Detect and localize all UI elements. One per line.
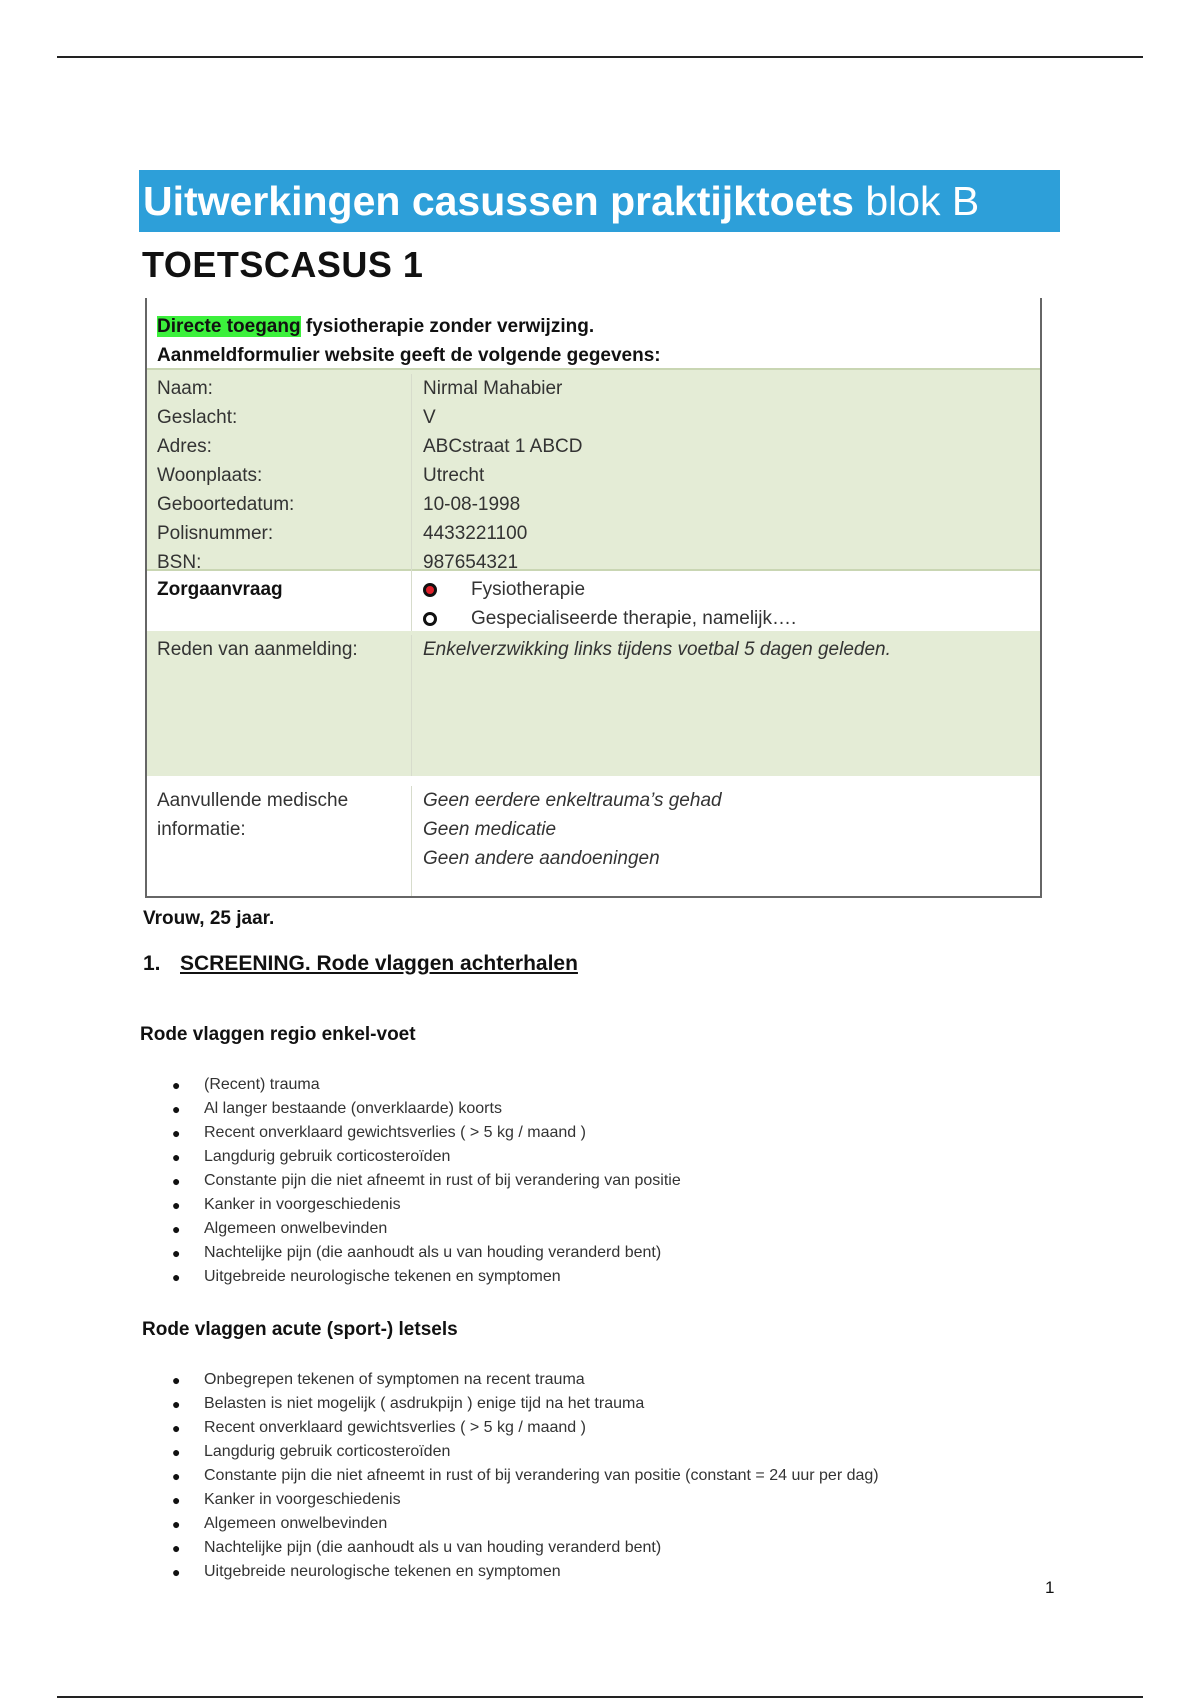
detail-value: ABCstraat 1 ABCD	[423, 436, 583, 457]
list-item	[172, 1073, 681, 1097]
list-item	[172, 1536, 879, 1560]
detail-label: Woonplaats:	[147, 461, 412, 490]
medical-info-line: Geen eerdere enkeltrauma’s gehad	[423, 790, 722, 811]
detail-row	[147, 490, 1040, 519]
reason-row	[147, 631, 1040, 776]
reason-value: Enkelverzwikking links tijdens voetbal 5 dagen geleden.	[423, 639, 891, 660]
medical-info-row	[147, 776, 1040, 896]
bullet-icon: ●	[172, 1269, 181, 1285]
medical-info-label-line: informatie:	[157, 819, 246, 840]
detail-value: Utrecht	[423, 465, 485, 486]
option-label: Fysiotherapie	[471, 578, 586, 600]
top-rule	[57, 56, 1143, 58]
patient-summary: Vrouw, 25 jaar.	[143, 908, 275, 929]
list2-heading: Rode vlaggen acute (sport-) letsels	[142, 1319, 458, 1340]
detail-row	[147, 461, 1040, 490]
list-item	[172, 1241, 681, 1265]
medical-info-values	[412, 786, 1040, 896]
list-item-text: Al langer bestaande (onverklaarde) koorts	[204, 1100, 502, 1117]
list-item	[172, 1265, 681, 1289]
detail-label: BSN:	[147, 548, 412, 577]
detail-row	[147, 432, 1040, 461]
list-item-text: Recent onverklaard gewichtsverlies ( > 5 kg / maand )	[204, 1124, 586, 1141]
list-item-text: Belasten is niet mogelijk ( asdrukpijn ) enige tijd na het trauma	[204, 1395, 645, 1412]
list-item-text: Langdurig gebruik corticosteroïden	[204, 1148, 451, 1165]
bullet-icon: ●	[172, 1564, 181, 1580]
list-item	[172, 1169, 681, 1193]
option-label: Gespecialiseerde therapie, namelijk….	[471, 607, 797, 629]
casus-title: TOETSCASUS 1	[142, 244, 424, 285]
detail-label: Adres:	[147, 432, 412, 461]
bullet-icon: ●	[172, 1197, 181, 1213]
bottom-rule	[57, 1696, 1143, 1698]
option-fysiotherapie[interactable]	[423, 575, 1040, 604]
list-item-text: Constante pijn die niet afneemt in rust of bij verandering van positie	[204, 1172, 681, 1189]
bullet-icon: ●	[172, 1372, 181, 1388]
document-title-banner	[139, 170, 1060, 232]
medical-info-label-line: Aanvullende medische	[157, 790, 349, 811]
list-item-text: Kanker in voorgeschiedenis	[204, 1196, 401, 1213]
detail-label: Geslacht:	[147, 403, 412, 432]
care-request-options	[412, 575, 1040, 631]
detail-label: Polisnummer:	[147, 519, 412, 548]
list-item-text: Recent onverklaard gewichtsverlies ( > 5 kg / maand )	[204, 1419, 586, 1436]
bullet-icon: ●	[172, 1221, 181, 1237]
detail-value: 10-08-1998	[423, 494, 521, 515]
list-item-text: Nachtelijke pijn (die aanhoudt als u van houding veranderd bent)	[204, 1244, 662, 1261]
list-item-text: Constante pijn die niet afneemt in rust of bij verandering van positie (constant = 24 uur per dag)	[204, 1467, 879, 1484]
list-item-text: Kanker in voorgeschiedenis	[204, 1491, 401, 1508]
care-request-label: Zorgaanvraag	[147, 575, 412, 631]
detail-label: Geboortedatum:	[147, 490, 412, 519]
detail-value: 987654321	[423, 552, 519, 573]
radio-empty-icon[interactable]	[423, 612, 437, 626]
form-intro	[147, 298, 1040, 368]
registration-form	[145, 298, 1042, 898]
list-item	[172, 1512, 879, 1536]
list-item	[172, 1217, 681, 1241]
bullet-icon: ●	[172, 1396, 181, 1412]
list-item	[172, 1121, 681, 1145]
section-title: SCREENING. Rode vlaggen achterhalen	[180, 952, 578, 975]
detail-value: Nirmal Mahabier	[423, 378, 563, 399]
list-item-text: (Recent) trauma	[204, 1076, 320, 1093]
detail-row	[147, 548, 1040, 577]
list-item	[172, 1097, 681, 1121]
intro-line2: Aanmeldformulier website geeft de volgende gegevens:	[157, 345, 661, 366]
option-gespecialiseerd[interactable]	[423, 604, 1040, 633]
reason-label: Reden van aanmelding:	[147, 635, 412, 776]
detail-row	[147, 374, 1040, 403]
red-flags-sport-list	[172, 1368, 879, 1584]
title-bold: Uitwerkingen casussen praktijktoets	[143, 178, 854, 224]
detail-value: V	[423, 407, 436, 428]
page-number: 1	[1045, 1578, 1055, 1597]
list-item-text: Uitgebreide neurologische tekenen en symptomen	[204, 1268, 561, 1285]
direct-access-highlight: Directe toegang	[157, 316, 301, 337]
list-item	[172, 1368, 879, 1392]
list-item	[172, 1440, 879, 1464]
list-item-text: Uitgebreide neurologische tekenen en symptomen	[204, 1563, 561, 1580]
personal-details	[147, 368, 1040, 571]
detail-label: Naam:	[147, 374, 412, 403]
bullet-icon: ●	[172, 1468, 181, 1484]
list-item-text: Langdurig gebruik corticosteroïden	[204, 1443, 451, 1460]
list-item-text: Onbegrepen tekenen of symptomen na recent trauma	[204, 1371, 585, 1388]
intro-rest: fysiotherapie zonder verwijzing.	[305, 316, 595, 337]
medical-info-label	[147, 786, 412, 896]
care-request-row	[147, 571, 1040, 631]
bullet-icon: ●	[172, 1516, 181, 1532]
list-item	[172, 1464, 879, 1488]
list-item	[172, 1416, 879, 1440]
red-flags-ankle-list	[172, 1073, 681, 1289]
list-item-text: Nachtelijke pijn (die aanhoudt als u van houding veranderd bent)	[204, 1539, 662, 1556]
bullet-icon: ●	[172, 1444, 181, 1460]
list-item	[172, 1560, 879, 1584]
detail-value: 4433221100	[423, 523, 528, 544]
list1-heading: Rode vlaggen regio enkel-voet	[140, 1024, 416, 1045]
section-number: 1.	[143, 952, 161, 975]
bullet-icon: ●	[172, 1540, 181, 1556]
bullet-icon: ●	[172, 1173, 181, 1189]
bullet-icon: ●	[172, 1125, 181, 1141]
list-item-text: Algemeen onwelbevinden	[204, 1220, 388, 1237]
list-item	[172, 1145, 681, 1169]
detail-row	[147, 403, 1040, 432]
section-heading	[143, 952, 578, 976]
bullet-icon: ●	[172, 1149, 181, 1165]
bullet-icon: ●	[172, 1101, 181, 1117]
radio-checked-icon[interactable]	[423, 583, 437, 597]
list-item	[172, 1392, 879, 1416]
bullet-icon: ●	[172, 1245, 181, 1261]
list-item-text: Algemeen onwelbevinden	[204, 1515, 388, 1532]
list-item	[172, 1488, 879, 1512]
medical-info-line: Geen medicatie	[423, 819, 557, 840]
bullet-icon: ●	[172, 1492, 181, 1508]
medical-info-line: Geen andere aandoeningen	[423, 848, 660, 869]
bullet-icon: ●	[172, 1077, 181, 1093]
detail-row	[147, 519, 1040, 548]
bullet-icon: ●	[172, 1420, 181, 1436]
list-item	[172, 1193, 681, 1217]
title-regular: blok B	[865, 178, 980, 224]
